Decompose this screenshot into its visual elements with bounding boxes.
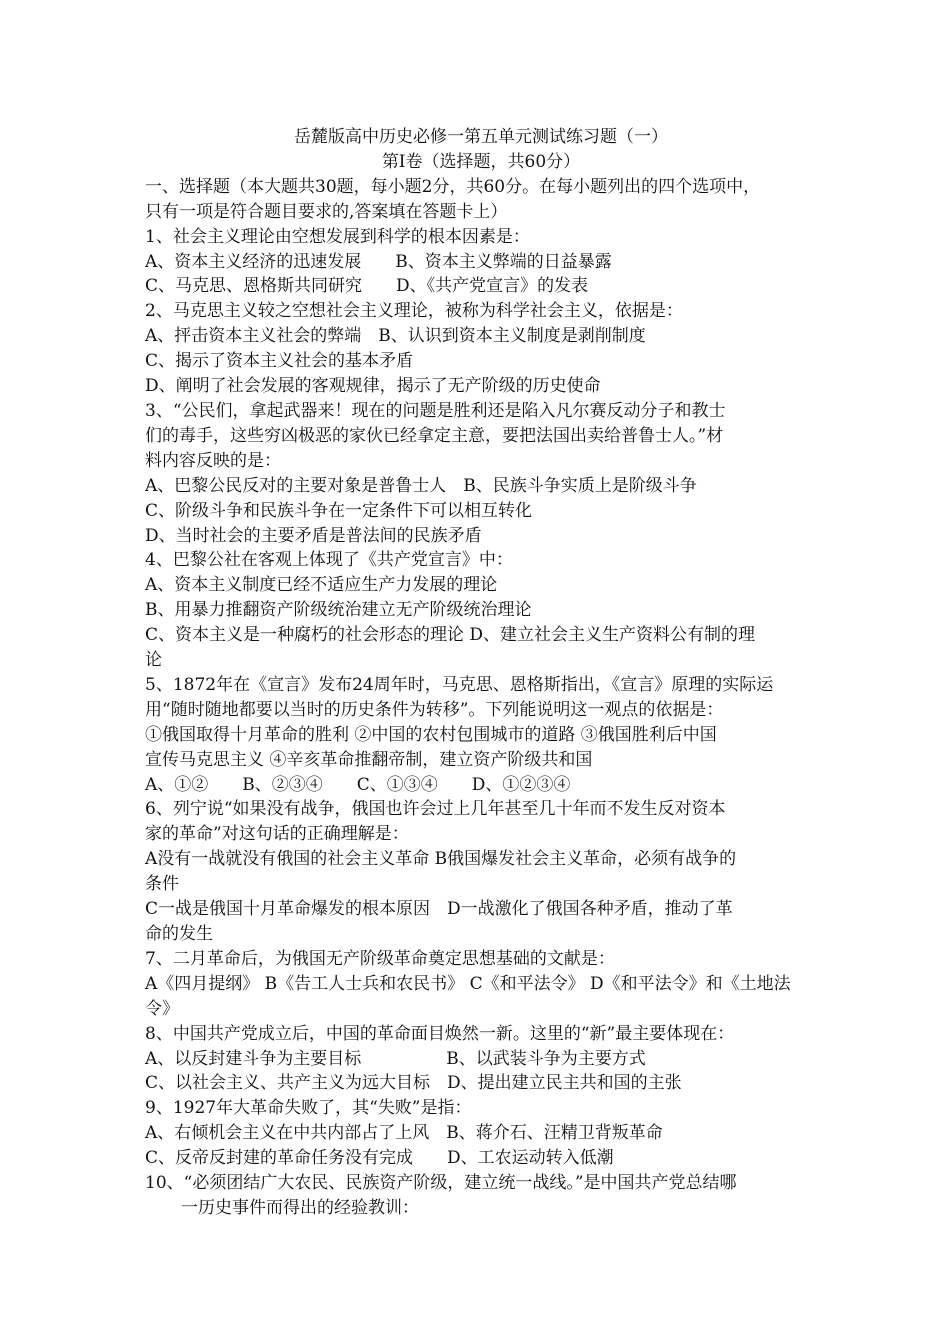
question-line: 8、中国共产党成立后，中国的革命面目焕然一新。这里的“新”最主要体现在：: [145, 1023, 735, 1044]
question-line: 用“随时随地都要以当时的历史条件为转移”。下列能说明这一观点的依据是：: [145, 699, 724, 720]
question-line: 7、二月革命后，为俄国无产阶级革命奠定思想基础的文献是：: [145, 948, 615, 969]
document-subtitle: 第Ⅰ卷（选择题，共60分）: [381, 151, 581, 172]
instructions: [145, 175, 817, 225]
question-line: C、反帝反封建的革命任务没有完成 D、工农运动转入低潮: [145, 1148, 614, 1169]
question-line: 料内容反映的是：: [145, 450, 281, 471]
question-line: C、马克思、恩格斯共同研究 D、《共产党宣言》的发表: [145, 276, 589, 297]
question-line: ①俄国取得十月革命的胜利 ②中国的农村包围城市的道路 ③俄国胜利后中国: [145, 724, 717, 745]
document-title: 岳麓版高中历史必修一第五单元测试练习题（一）: [294, 127, 668, 147]
question-line-last: 一历史事件而得出的经验教训：: [181, 1197, 419, 1218]
question-line: 5、1872年在《宣言》发布24周年时，马克思、恩格斯指出，《宣言》原理的实际运: [145, 674, 774, 695]
question-line: 2、马克思主义较之空想社会主义理论，被称为科学社会主义，依据是：: [145, 301, 683, 322]
question-line: 9、1927年大革命失败了，其“失败”是指：: [145, 1098, 472, 1119]
question-line: 家的革命”对这句话的正确理解是：: [145, 824, 409, 845]
question-line: C、以社会主义、共产主义为远大目标 D、提出建立民主共和国的主张: [145, 1073, 682, 1094]
instruction-line: 一、选择题（本大题共30题，每小题2分，共60分。在每小题列出的四个选项中，: [145, 176, 761, 197]
question-line: A、以反封建斗争为主要目标 B、以武装斗争为主要方式: [145, 1048, 646, 1069]
question-line: 令》: [145, 998, 179, 1019]
question-line: 4、巴黎公社在客观上体现了《共产党宣言》中：: [145, 550, 513, 571]
question-line: A、资本主义制度已经不适应生产力发展的理论: [145, 575, 498, 596]
question-line: 3、“公民们，拿起武器来！现在的问题是胜利还是陷入凡尔赛反动分子和教士: [145, 400, 726, 421]
document-body: [145, 125, 817, 1221]
question-line: A、①② B、②③④ C、①③④ D、①②③④: [145, 774, 571, 795]
question-line: C、阶级斗争和民族斗争在一定条件下可以相互转化: [145, 500, 533, 521]
question-line: 宣传马克思主义 ④辛亥革命推翻帝制，建立资产阶级共和国: [145, 749, 593, 770]
question-line: 10、“必须团结广大农民、民族资产阶级，建立统一战线。”是中国共产党总结哪: [145, 1173, 737, 1194]
question-line: A、抨击资本主义社会的弊端 B、认识到资本主义制度是剥削制度: [145, 326, 646, 347]
question-line: 命的发生: [145, 924, 213, 944]
question-line: D、阐明了社会发展的客观规律，揭示了无产阶级的历史使命: [145, 376, 601, 397]
question-line: A没有一战就没有俄国的社会主义革命 B俄国爆发社会主义革命，必须有战争的: [145, 849, 737, 870]
question-line: A、右倾机会主义在中共内部占了上风 B、蒋介石、汪精卫背叛革命: [145, 1123, 663, 1144]
question-line: 论: [145, 650, 162, 671]
question-list: [145, 225, 817, 1196]
question-line: D、当时社会的主要矛盾是普法间的民族矛盾: [145, 525, 482, 546]
question-line: 1、社会主义理论由空想发展到科学的根本因素是：: [145, 226, 530, 247]
question-line: A、巴黎公民反对的主要对象是普鲁士人 B、民族斗争实质上是阶级斗争: [145, 475, 697, 496]
question-line: 们的毒手，这些穷凶极恶的家伙已经拿定主意，要把法国出卖给普鲁士人。”材: [145, 425, 724, 446]
question-line: A《四月提纲》 B《告工人士兵和农民书》 C《和平法令》 D《和平法令》和《土地法: [145, 973, 791, 994]
instruction-line: 只有一项是符合题目要求的,答案填在答题卡上）: [145, 201, 508, 222]
question-line: A、资本主义经济的迅速发展 B、资本主义弊端的日益暴露: [145, 251, 612, 272]
question-line: 条件: [145, 874, 179, 895]
question-line: C、揭示了资本主义社会的基本矛盾: [145, 351, 414, 372]
question-line: C一战是俄国十月革命爆发的根本原因 D一战激化了俄国各种矛盾，推动了革: [145, 899, 733, 920]
question-line: C、资本主义是一种腐朽的社会形态的理论 D、建立社会主义生产资料公有制的理: [145, 625, 756, 646]
question-line: 6、列宁说“如果没有战争，俄国也许会过上几年甚至几十年而不发生反对资本: [145, 799, 726, 820]
question-line: B、用暴力推翻资产阶级统治建立无产阶级统治理论: [145, 600, 532, 621]
